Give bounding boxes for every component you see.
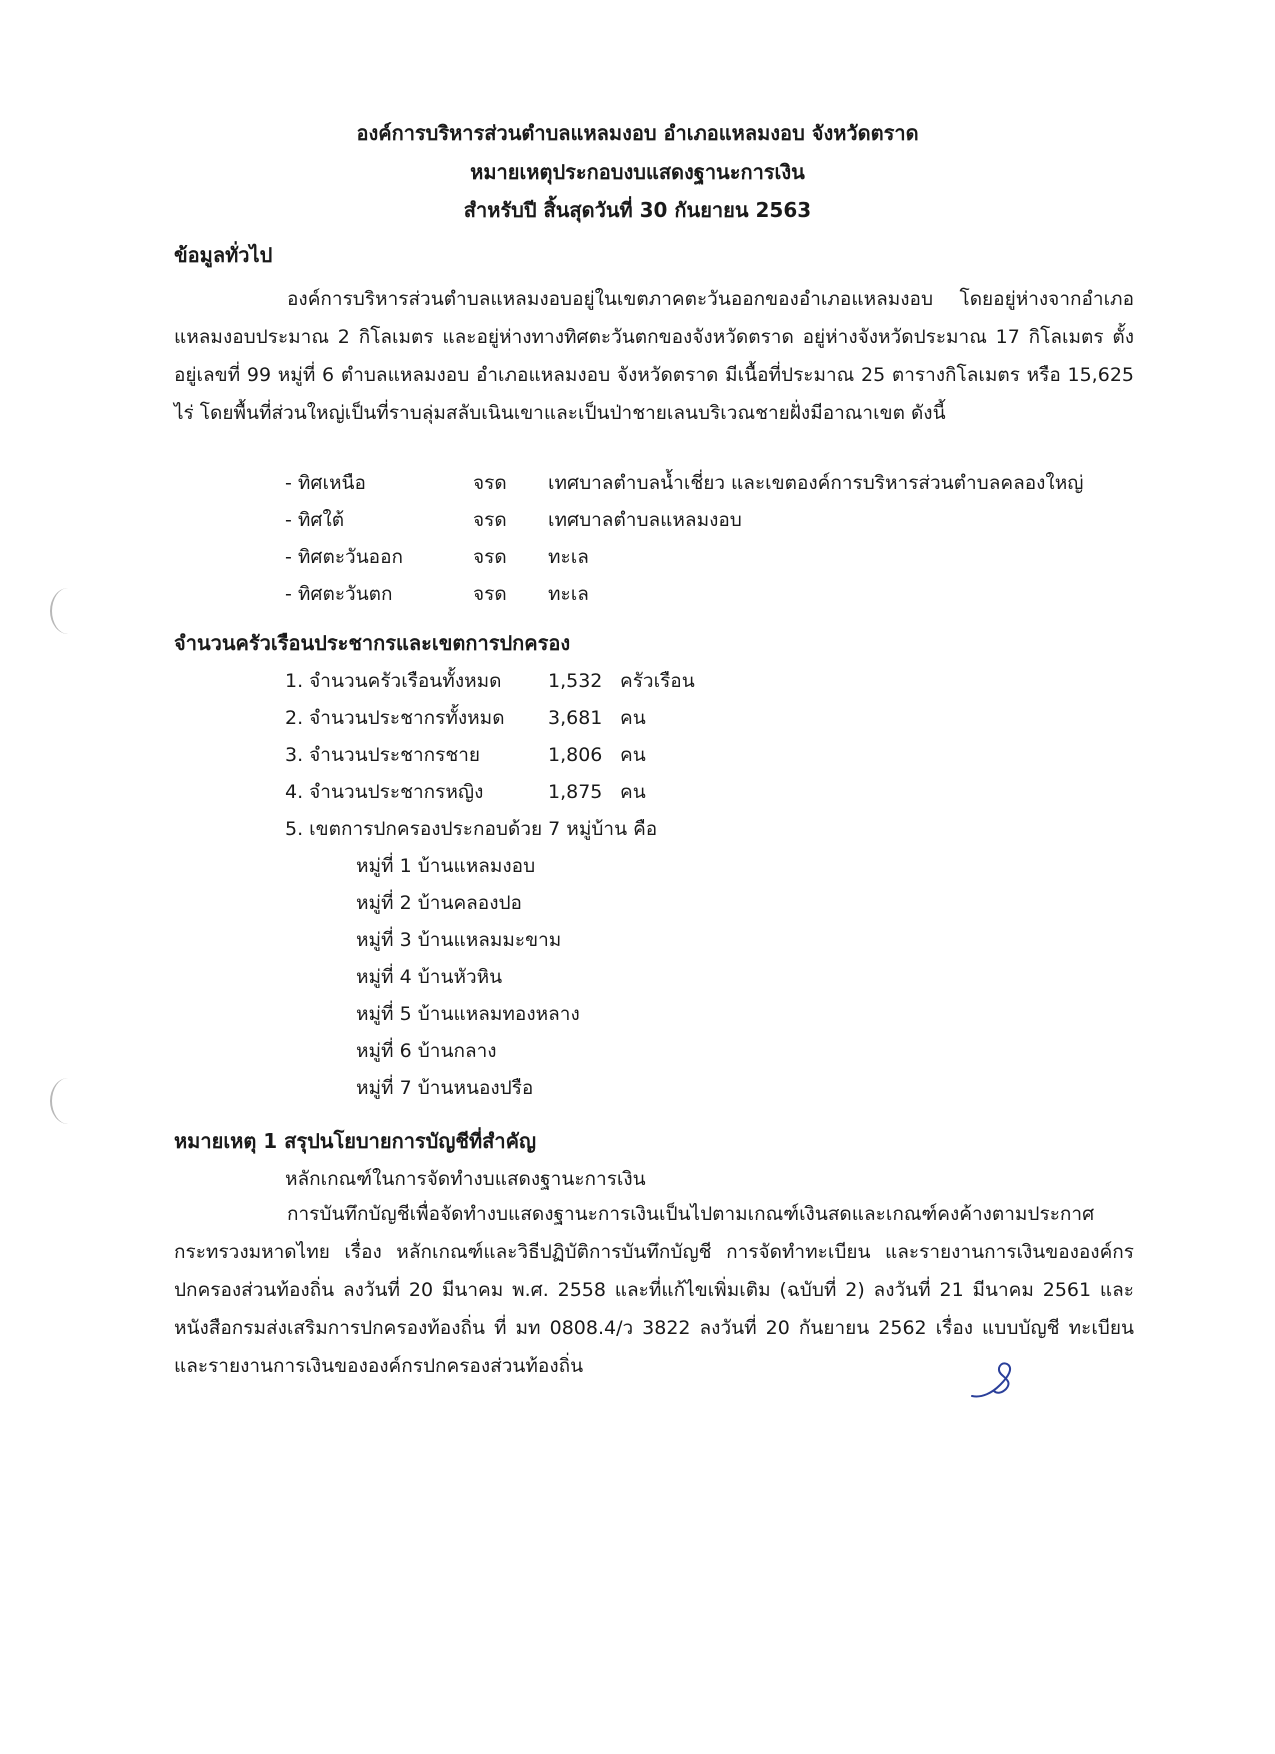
village-item: หมู่ที่ 4 บ้านหัวหิน: [356, 966, 503, 988]
general-paragraph-text: องค์การบริหารส่วนตำบลแหลมงอบอยู่ในเขตภาคตะวันออกของอำเภอแหลมงอบ โดยอยู่ห่างจากอำเภอแหลมงอบประมาณ 2 กิโลเมตร และอยู่ห่างทางทิศตะวันตกของจังหวัดตราด อยู่ห่างจังหวัดประมาณ 17 กิโลเมตร ตั้งอยู่เลขที่ 99 หมู่ที่ 6 ตำบลแหลมงอบ อำเภอแหลมงอบ จังหวัดตราด มีเนื้อที่ประมาณ 25 ตารางกิโลเมตร หรือ 15,625 ไร่ โดยพื้นที่ส่วนใหญ่เป็นที่ราบลุ่มสลับเนินเขาและเป็นป่าชายเลนบริเวณชายฝั่งมีอาณาเขต ดังนี้: [174, 288, 1134, 424]
population-unit: คน: [620, 744, 646, 766]
population-value: 1,532: [548, 670, 603, 692]
admin-division-line: 5. เขตการปกครองประกอบด้วย 7 หมู่บ้าน คือ: [285, 818, 658, 840]
population-unit: คน: [620, 781, 646, 803]
header-title: หมายเหตุประกอบงบแสดงฐานะการเงิน: [470, 160, 805, 184]
note1-paragraph: [174, 1195, 1134, 1385]
note1-paragraph-text: การบันทึกบัญชีเพื่อจัดทำงบแสดงฐานะการเงินเป็นไปตามเกณฑ์เงินสดและเกณฑ์คงค้างตามประกาศกระทรวงมหาดไทย เรื่อง หลักเกณฑ์และวิธีปฏิบัติการบันทึกบัญชี การจัดทำทะเบียน และรายงานการเงินขององค์กรปกครองส่วนท้องถิ่น ลงวันที่ 20 มีนาคม พ.ศ. 2558 และที่แก้ไขเพิ่มเติม (ฉบับที่ 2) ลงวันที่ 21 มีนาคม 2561 และหนังสือกรมส่งเสริมการปกครองท้องถิ่น ที่ มท 0808.4/ว 3822 ลงวันที่ 20 กันยายน 2562 เรื่อง แบบบัญชี ทะเบียน และรายงานการเงินขององค์กรปกครองส่วนท้องถิ่น: [174, 1203, 1134, 1377]
boundary-direction: - ทิศตะวันตก: [285, 583, 393, 605]
population-label: 1. จำนวนครัวเรือนทั้งหมด: [285, 670, 502, 692]
note1-heading: หมายเหตุ 1 สรุปนโยบายการบัญชีที่สำคัญ: [174, 1129, 537, 1153]
village-item: หมู่ที่ 5 บ้านแหลมทองหลาง: [356, 1003, 580, 1025]
village-item: หมู่ที่ 1 บ้านแหลมงอบ: [356, 855, 536, 877]
population-label: 2. จำนวนประชากรทั้งหมด: [285, 707, 505, 729]
population-unit: คน: [620, 707, 646, 729]
note1-subheading: หลักเกณฑ์ในการจัดทำงบแสดงฐานะการเงิน: [285, 1168, 646, 1190]
signature-initial-icon: [968, 1358, 1020, 1402]
population-label: 4. จำนวนประชากรหญิง: [285, 781, 484, 803]
boundary-value: เทศบาลตำบลน้ำเชี่ยว และเขตองค์การบริหารส่วนตำบลคลองใหญ่: [548, 472, 1084, 494]
boundary-direction: - ทิศใต้: [285, 509, 345, 531]
boundary-separator: จรด: [473, 583, 507, 605]
boundary-direction: - ทิศตะวันออก: [285, 546, 404, 568]
village-item: หมู่ที่ 7 บ้านหนองปรือ: [356, 1077, 534, 1099]
header-period: สำหรับปี สิ้นสุดวันที่ 30 กันยายน 2563: [463, 198, 812, 222]
village-item: หมู่ที่ 6 บ้านกลาง: [356, 1040, 497, 1062]
population-unit: ครัวเรือน: [620, 670, 695, 692]
population-value: 1,875: [548, 781, 603, 803]
village-item: หมู่ที่ 3 บ้านแหลมมะขาม: [356, 929, 562, 951]
general-heading: ข้อมูลทั่วไป: [174, 243, 273, 267]
boundary-value: เทศบาลตำบลแหลมงอบ: [548, 509, 742, 531]
boundary-value: ทะเล: [548, 583, 589, 605]
population-value: 1,806: [548, 744, 603, 766]
boundary-value: ทะเล: [548, 546, 589, 568]
boundary-direction: - ทิศเหนือ: [285, 472, 366, 494]
village-item: หมู่ที่ 2 บ้านคลองปอ: [356, 892, 522, 914]
boundary-separator: จรด: [473, 472, 507, 494]
punch-hole-upper-icon: [50, 588, 86, 634]
header-organization: องค์การบริหารส่วนตำบลแหลมงอบ อำเภอแหลมงอบ จังหวัดตราด: [356, 121, 919, 145]
boundary-separator: จรด: [473, 546, 507, 568]
population-label: 3. จำนวนประชากรชาย: [285, 744, 481, 766]
general-paragraph: [174, 280, 1134, 432]
boundary-separator: จรด: [473, 509, 507, 531]
punch-hole-lower-icon: [50, 1078, 86, 1124]
population-heading: จำนวนครัวเรือนประชากรและเขตการปกครอง: [174, 631, 571, 655]
population-value: 3,681: [548, 707, 603, 729]
